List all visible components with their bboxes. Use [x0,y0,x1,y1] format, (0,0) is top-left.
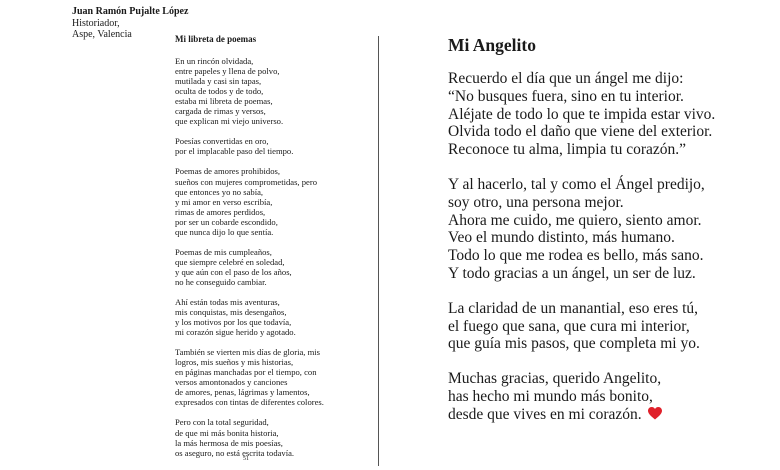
author-role: Historiador, [72,17,120,29]
poem-line: mutilada y casi sin tapas, [175,76,262,87]
poem-line: el fuego que sana, que cura mi interior, [448,317,690,335]
poem-line: Poemas de mis cumpleaños, [175,246,272,257]
stanza [175,347,375,407]
stanza [175,56,375,126]
poem-line: que nunca dijo lo que sentía. [175,226,274,237]
poem-line: “No busques fuera, sino en tu interior. [448,87,684,105]
poem-line: has hecho mi mundo más bonito, [448,387,653,405]
stanza [175,417,375,457]
poem-line: de que mi más bonita historia, [175,427,279,438]
stanza [448,300,778,353]
poem-line: entre papeles y llena de polvo, [175,66,280,77]
author-location: Aspe, Valencia [72,29,132,40]
left-poem [175,34,375,468]
stanza [175,136,375,156]
poem-line: mis conquistas, mis desengaños, [175,307,287,318]
poem-line: También se vierten mis días de gloria, mis [175,347,320,358]
poem-line: Ahora me cuido, me quiero, siento amor. [448,211,702,229]
poem-line: que explican mi viejo universo. [175,116,284,127]
poem-line: en páginas manchadas por el tiempo, con [175,367,317,378]
poem-line: En un rincón olvidada, [175,56,254,67]
poem-line: estaba mi libreta de poemas, [175,96,273,107]
poem-line: logros, mis sueños y mis historias, [175,357,294,368]
poem-line: os aseguro, no está escrita todavía. [175,447,295,458]
poem-line: Pero con la total seguridad, [175,417,269,428]
poem-line: rimas de amores perdidos, [175,206,266,217]
poem-line: no he conseguido cambiar. [175,276,267,287]
poem-line: y que aún con el paso de los años, [175,266,292,277]
right-page [400,0,780,470]
poem-line: versos amontonados y canciones [175,377,288,388]
stanza [448,370,778,423]
poem-line: por ser un cobarde escondido, [175,216,278,227]
poem-line: expresados con tintas de diferentes colores. [175,397,324,408]
poem-line: Muchas gracias, querido Angelito, [448,370,662,388]
left-poem-body [175,56,375,458]
page-divider [378,36,379,466]
poem-line: que siempre celebré en soledad, [175,256,285,267]
poem-line: soy otro, una persona mejor. [448,193,624,211]
poem-line: sueños con mujeres comprometidas, pero [175,176,317,187]
stanza [175,247,375,287]
poem-line: y los motivos por los que todavía, [175,317,292,328]
poem-line: Recuerdo el día que un ángel me dijo: [448,70,684,87]
right-poem-title: Mi Angelito [448,35,536,55]
author-name: Juan Ramón Pujalte López [72,6,189,17]
page-number: 51 [243,456,249,462]
poem-line: Poemas de amores prohibidos, [175,166,281,177]
right-poem-body [448,70,778,441]
poem-line: cargada de rimas y versos, [175,106,266,117]
poem-line: Aléjate de todo lo que te impida estar vivo. [448,105,716,123]
poem-line: que entonces yo no sabía, [175,186,264,197]
stanza [448,70,778,159]
poem-line: mi corazón sigue herido y agotado. [175,327,296,338]
poem-line: y mi amor en verso escribía, [175,196,273,207]
poem-line: La claridad de un manantial, eso eres tú, [448,299,699,317]
poem-line: Y todo gracias a un ángel, un ser de luz. [448,264,696,282]
poem-line: Todo lo que me rodea es bello, más sano. [448,247,704,265]
poem-line: Poesías convertidas en oro, [175,136,269,147]
poem-line: oculta de todos y de todo, [175,86,264,97]
poem-line: de amores, penas, lágrimas y lamentos, [175,387,310,398]
heart-icon [648,407,662,420]
poem-line: Olvida todo el daño que viene del exterior. [448,123,713,141]
stanza [448,176,778,283]
left-page [0,0,380,470]
poem-line: por el implacable paso del tiempo. [175,146,294,157]
poem-line: Y al hacerlo, tal y como el Ángel predijo, [448,175,705,193]
poem-line: que guía mis pasos, que completa mi yo. [448,335,700,353]
left-poem-title: Mi libreta de poemas [175,34,257,44]
poem-line: Reconoce tu alma, limpia tu corazón.” [448,141,687,159]
stanza [175,166,375,236]
poem-line: Veo el mundo distinto, más humano. [448,229,675,247]
stanza [175,297,375,337]
poem-line: desde que vives en mi corazón. [448,405,642,423]
author-block [72,6,188,41]
poem-line: Ahí están todas mis aventuras, [175,296,280,307]
poem-line: la más hermosa de mis poesías, [175,437,283,448]
